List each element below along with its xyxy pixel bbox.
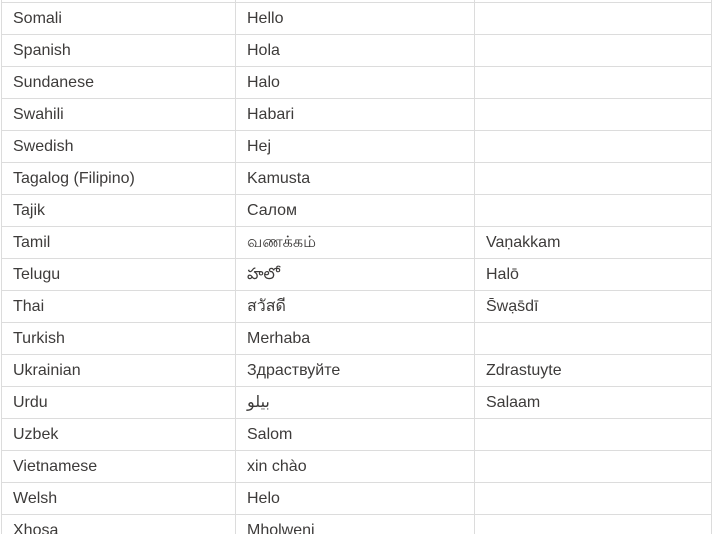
table-row bbox=[2, 130, 712, 162]
table-row bbox=[2, 482, 712, 514]
table-row bbox=[2, 450, 712, 482]
cell-greeting: Helo bbox=[236, 482, 475, 514]
cell-greeting: بيلو bbox=[236, 386, 475, 418]
table-row bbox=[2, 258, 712, 290]
cell-language: Tagalog (Filipino) bbox=[2, 162, 236, 194]
cell-romanization bbox=[475, 450, 712, 482]
cell-romanization bbox=[475, 162, 712, 194]
cell-romanization bbox=[475, 322, 712, 354]
table-row bbox=[2, 226, 712, 258]
table-row bbox=[2, 322, 712, 354]
cell-romanization bbox=[475, 194, 712, 226]
table-row bbox=[2, 418, 712, 450]
cell-language: Urdu bbox=[2, 386, 236, 418]
cell-greeting: Merhaba bbox=[236, 322, 475, 354]
cell-romanization: Halō bbox=[475, 258, 712, 290]
cell-romanization bbox=[475, 514, 712, 534]
cell-greeting: Hej bbox=[236, 130, 475, 162]
cell-language: Swahili bbox=[2, 98, 236, 130]
cell-greeting: สวัสดี bbox=[236, 290, 475, 322]
cell-greeting: Kamusta bbox=[236, 162, 475, 194]
table-row bbox=[2, 194, 712, 226]
cell-language: Sundanese bbox=[2, 66, 236, 98]
table-row bbox=[2, 98, 712, 130]
cell-greeting: Habari bbox=[236, 98, 475, 130]
cell-romanization bbox=[475, 418, 712, 450]
greetings-table bbox=[1, 0, 712, 534]
cell-romanization bbox=[475, 130, 712, 162]
cell-romanization bbox=[475, 2, 712, 34]
table-row bbox=[2, 514, 712, 534]
cell-language: Telugu bbox=[2, 258, 236, 290]
cell-romanization: Zdrastuyte bbox=[475, 354, 712, 386]
cell-language: Vietnamese bbox=[2, 450, 236, 482]
cell-greeting: வணக்கம் bbox=[236, 226, 475, 258]
cell-greeting: Здраствуйте bbox=[236, 354, 475, 386]
cell-language: Thai bbox=[2, 290, 236, 322]
cell-greeting: Salom bbox=[236, 418, 475, 450]
table-row bbox=[2, 386, 712, 418]
table-row bbox=[2, 2, 712, 34]
cell-greeting: హలో bbox=[236, 258, 475, 290]
cell-greeting: Halo bbox=[236, 66, 475, 98]
cell-language: Somali bbox=[2, 2, 236, 34]
cell-language: Swedish bbox=[2, 130, 236, 162]
table-row bbox=[2, 162, 712, 194]
cell-romanization: Vaṇakkam bbox=[475, 226, 712, 258]
table-row bbox=[2, 354, 712, 386]
cell-language: Ukrainian bbox=[2, 354, 236, 386]
cell-greeting: Hello bbox=[236, 2, 475, 34]
cell-language: Turkish bbox=[2, 322, 236, 354]
cell-language: Spanish bbox=[2, 34, 236, 66]
cell-romanization: Salaam bbox=[475, 386, 712, 418]
cell-greeting: Mholweni bbox=[236, 514, 475, 534]
cell-romanization: S̄wạs̄dī bbox=[475, 290, 712, 322]
cell-language: Welsh bbox=[2, 482, 236, 514]
cell-greeting: Салом bbox=[236, 194, 475, 226]
table-row bbox=[2, 290, 712, 322]
cell-greeting: Hola bbox=[236, 34, 475, 66]
cell-language: Tamil bbox=[2, 226, 236, 258]
cell-language: Xhosa bbox=[2, 514, 236, 534]
cell-language: Uzbek bbox=[2, 418, 236, 450]
cell-romanization bbox=[475, 66, 712, 98]
cell-greeting: xin chào bbox=[236, 450, 475, 482]
table-row bbox=[2, 34, 712, 66]
cell-romanization bbox=[475, 34, 712, 66]
cell-romanization bbox=[475, 98, 712, 130]
cell-language: Tajik bbox=[2, 194, 236, 226]
cell-romanization bbox=[475, 482, 712, 514]
table-row bbox=[2, 66, 712, 98]
